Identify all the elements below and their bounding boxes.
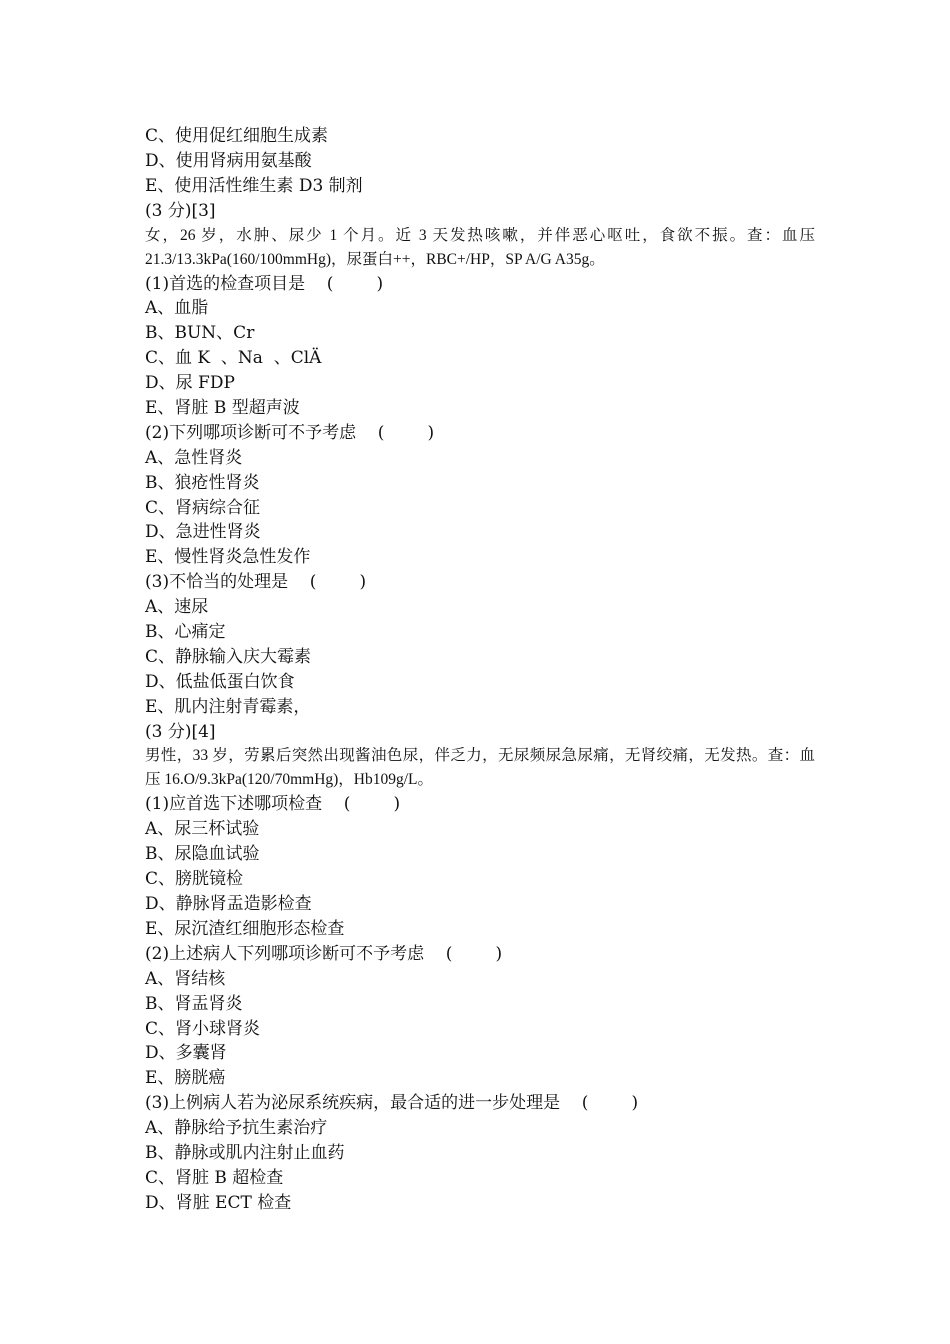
case-3-description: 女，26 岁，水肿、尿少 1 个月。近 3 天发热咳嗽，并伴恶心呕吐，食欲不振。查：血压 21.3/13.3kPa(160/100mmHg)，尿蛋白++，RBC+/HP，SP A/G A35g。 [145, 226, 815, 268]
case-4-question-1: (1)应首选下述哪项检查 ( ) [145, 794, 401, 815]
option-c: C、使用促红细胞生成素 [145, 126, 329, 146]
case-3-question-1: (1)首选的检查项目是 ( ) [145, 273, 384, 294]
case-3-q1-option-a: A、血脂 [145, 298, 209, 319]
case-4-q2-option-b: B、肾盂肾炎 [145, 993, 243, 1014]
case-4-description: 男性，33 岁，劳累后突然出现酱油色尿，伴乏力，无尿频尿急尿痛，无肾绞痛，无发热。查：血压 16.O/9.3kPa(120/70mmHg)，Hb109g/L。 [145, 747, 815, 789]
case-4-q1-option-d: D、静脉肾盂造影检查 [145, 894, 312, 915]
case-3-q3-option-e: E、肌内注射青霉素， [145, 696, 311, 717]
section-score-4: (3 分)[4] [145, 721, 216, 742]
case-4-q3-option-c: C、肾脏 B 超检查 [145, 1167, 284, 1188]
case-3-q3-option-b: B、心痛定 [145, 622, 226, 643]
case-4-question-3: (3)上例病人若为泌尿系统疾病，最合适的进一步处理是 ( ) [145, 1093, 639, 1114]
case-3-q1-option-d: D、尿 FDP [145, 373, 235, 394]
case-4-q2-option-e: E、膀胱癌 [145, 1068, 226, 1089]
case-4-q1-option-a: A、尿三杯试验 [145, 819, 260, 840]
option-d: D、使用肾病用氨基酸 [145, 150, 312, 171]
case-3-question-3: (3)不恰当的处理是 ( ) [145, 572, 367, 593]
case-3-question-2: (2)下列哪项诊断可不予考虑 ( ) [145, 422, 435, 443]
case-4-question-2: (2)上述病人下列哪项诊断可不予考虑 ( ) [145, 943, 503, 964]
case-3-q2-option-a: A、急性肾炎 [145, 447, 243, 468]
case-3-q3-option-a: A、速尿 [145, 597, 209, 618]
case-3-q3-option-d: D、低盐低蛋白饮食 [145, 671, 295, 692]
case-3-q2-option-c: C、肾病综合征 [145, 497, 261, 518]
section-score-3: (3 分)[3] [145, 200, 216, 221]
case-3-q1-option-b: B、BUN、Cr [145, 323, 255, 344]
case-3-q2-option-e: E、慢性肾炎急性发作 [145, 547, 311, 568]
case-4-q3-option-a: A、静脉给予抗生素治疗 [145, 1118, 328, 1139]
case-3-q2-option-d: D、急进性肾炎 [145, 522, 261, 543]
option-e: E、使用活性维生素 D3 制剂 [145, 175, 363, 196]
document-body [145, 124, 815, 1216]
case-4-q2-option-d: D、多囊肾 [145, 1043, 227, 1064]
case-3-q3-option-c: C、静脉输入庆大霉素 [145, 646, 312, 667]
case-4-q1-option-c: C、膀胱镜检 [145, 869, 244, 890]
case-3-q1-option-c: C、血 K 、Na 、ClÄ [145, 348, 322, 369]
case-4-q1-option-b: B、尿隐血试验 [145, 844, 260, 865]
case-4-q2-option-a: A、肾结核 [145, 968, 226, 989]
case-4-q1-option-e: E、尿沉渣红细胞形态检查 [145, 918, 345, 939]
case-4-q3-option-b: B、静脉或肌内注射止血药 [145, 1142, 345, 1163]
case-3-q1-option-e: E、肾脏 B 型超声波 [145, 398, 300, 419]
case-4-q3-option-d: D、肾脏 ECT 检查 [145, 1192, 292, 1213]
case-4-q2-option-c: C、肾小球肾炎 [145, 1018, 261, 1039]
case-3-q2-option-b: B、狼疮性肾炎 [145, 472, 260, 493]
